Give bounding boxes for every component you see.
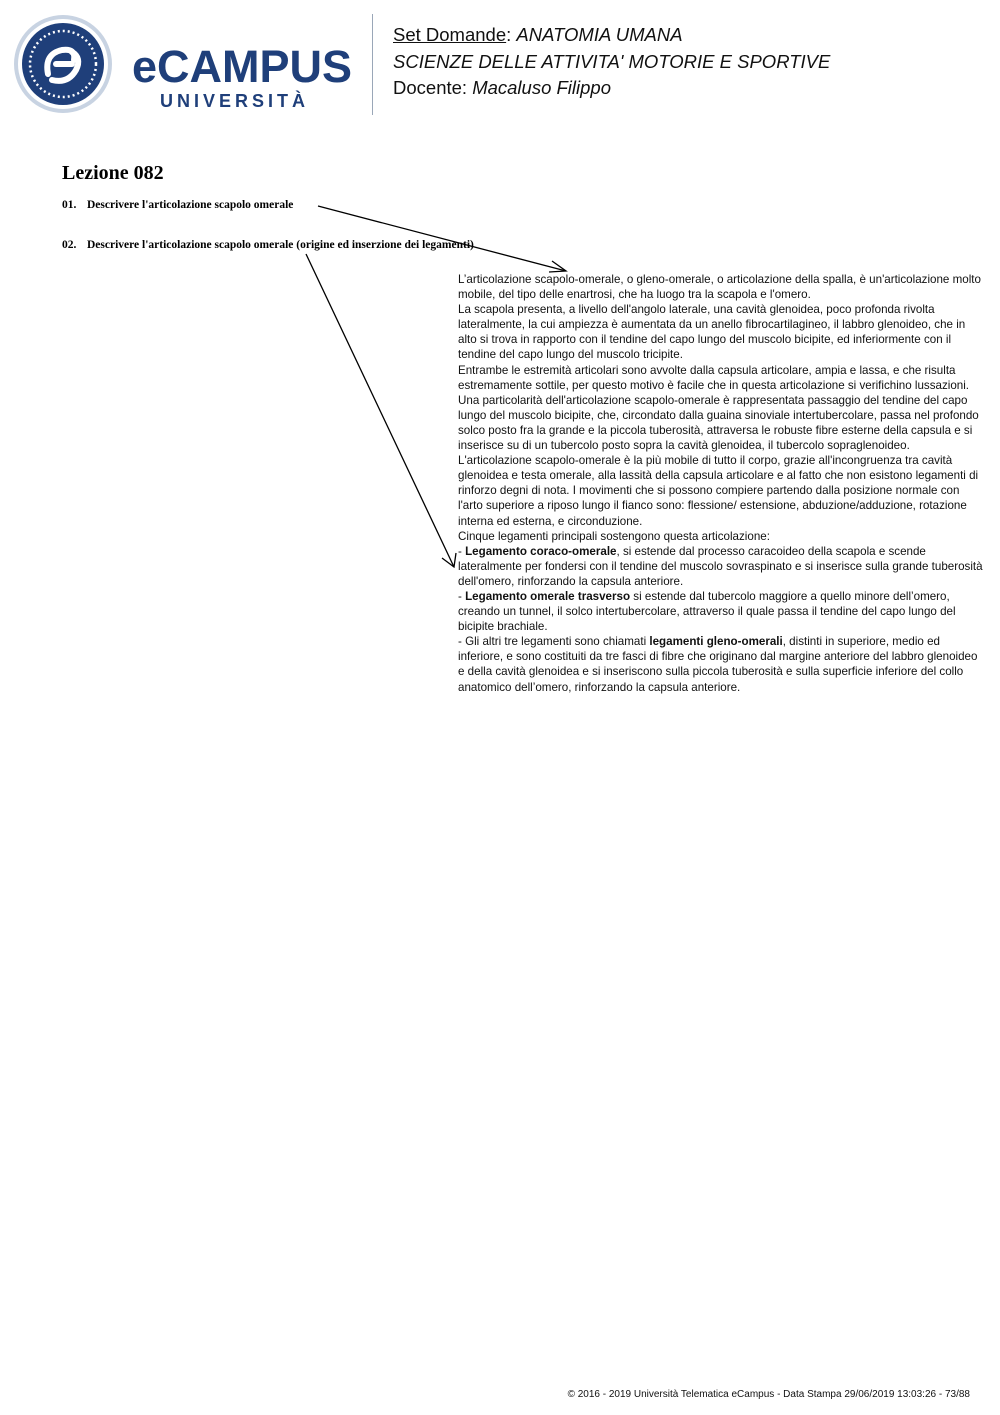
ligament-name: Legamento coraco-omerale <box>465 544 617 558</box>
answer-paragraph: L’articolazione scapolo-omerale, o gleno-omerale, o articolazione della spalla, è un'articolazione molto mobile, del tipo delle enartrosi, che ha luogo tra la scapola e l'omero. <box>458 273 981 302</box>
answer-paragraph: La scapola presenta, a livello dell'angolo laterale, una cavità glenoidea, poco profonda rivolta lateralmente, la cui ampiezza è aumentata da un anello fibrocartilagineo, il labbro glenoideo, che in alto si trova in rapporto con il tendine del capo lungo del muscolo bicipite, ed inferiormente con il tendine del capo lungo del muscolo tricipite. <box>458 303 966 362</box>
answer-paragraph: Cinque legamenti principali sostengono questa articolazione: <box>458 529 770 543</box>
program-line <box>393 49 830 76</box>
ligament-item: - Gli altri tre legamenti sono chiamati legamenti gleno-omerali, distinti in superiore, medio ed inferiore, e sono costituiti da tre fasci di fibre che originano dal margine anteriore del labbro glenoideo e della cavità glenoidea e si inseriscono sulla piccola tuberosità e sulla superficie inferiore del collo anatomico dell’omero, rinforzando la capsula anteriore. <box>458 635 978 694</box>
program-name: SCIENZE DELLE ATTIVITA' MOTORIE E SPORTIVE <box>393 50 831 72</box>
annotation-arrow <box>306 254 454 567</box>
ligament-name: Legamento omerale trasverso <box>465 589 631 603</box>
question-text: Descrivere l'articolazione scapolo omerale (origine ed inserzione dei legamenti) <box>87 239 474 251</box>
ecampus-logo <box>14 14 360 118</box>
arrowhead <box>442 553 456 567</box>
course-line: Set Domande: ANATOMIA UMANA <box>393 24 683 45</box>
answer-paragraph: Una particolarità dell'articolazione scapolo-omerale è rappresentata passaggio del tendine del capo lungo del muscolo bicipite, che, circondato dalla guaina sinoviale intertubercolare, passa nel profondo solco posto fra la grande e la piccola tuberosità, attraversa le robuste fibre esterne della capsula e si inserisce su di un tubercolo posto sopra la cavità glenoidea, il tubercolo sopraglenoideo. <box>458 393 979 453</box>
set-label: Set Domande <box>393 24 507 45</box>
ligament-name: legamenti gleno-omerali <box>649 635 783 649</box>
question-number: 01. <box>62 199 77 211</box>
question-item <box>62 239 474 251</box>
question-number: 02. <box>62 239 77 251</box>
course-name: ANATOMIA UMANA <box>516 24 683 45</box>
page-footer: © 2016 - 2019 Università Telematica eCampus - Data Stampa 29/06/2019 13:03:26 - 73/88 <box>567 1389 970 1400</box>
arrowhead <box>549 261 566 272</box>
document-header <box>393 22 830 102</box>
answer-text <box>458 272 984 695</box>
answer-paragraph: L'articolazione scapolo-omerale è la più mobile di tutto il corpo, grazie all'incongruenza tra cavità glenoidea e testa omerale, alla lassità della capsula articolare e al fatto che non esistono legamenti di rinforzo degni di nota. I movimenti che si possono compiere partendo dalla posizione normale con l'arto superiore a riposo lungo il fianco sono: flessione/ estensione, abduzione/adduzione, rotazione interna ed esterna, e circonduzione. <box>458 454 979 528</box>
question-item <box>62 199 293 211</box>
logo-wordmark: eCAMPUS <box>132 41 353 92</box>
teacher-label: Docente: <box>393 77 473 98</box>
header-separator <box>372 14 373 115</box>
logo-subtitle: UNIVERSITÀ <box>160 91 310 111</box>
ligament-item: - Legamento coraco-omerale, si estende dal processo caracoideo della scapola e scende lateralmente per fondersi con il tendine del muscolo sovraspinato e si inserisce sulla grande tuberosità dell'omero, rinforzando la capsula anteriore. <box>458 544 983 588</box>
question-text: Descrivere l'articolazione scapolo omerale <box>87 199 294 211</box>
teacher-line <box>393 75 830 102</box>
teacher-name: Macaluso Filippo <box>472 77 612 98</box>
lesson-title: Lezione 082 <box>62 162 164 184</box>
ligament-item: - Legamento omerale trasverso si estende dal tubercolo maggiore a quello minore dell’omero, creando un tunnel, il solco intertubercolare, attraverso il quale passa il tendine del capo lungo del bicipite brachiale. <box>458 589 956 634</box>
answer-paragraph: Entrambe le estremità articolari sono avvolte dalla capsula articolare, ampia e lassa, e che risulta estremamente sottile, per questo motivo è facile che in questa articolazione si verifichino lussazioni. <box>458 363 970 392</box>
